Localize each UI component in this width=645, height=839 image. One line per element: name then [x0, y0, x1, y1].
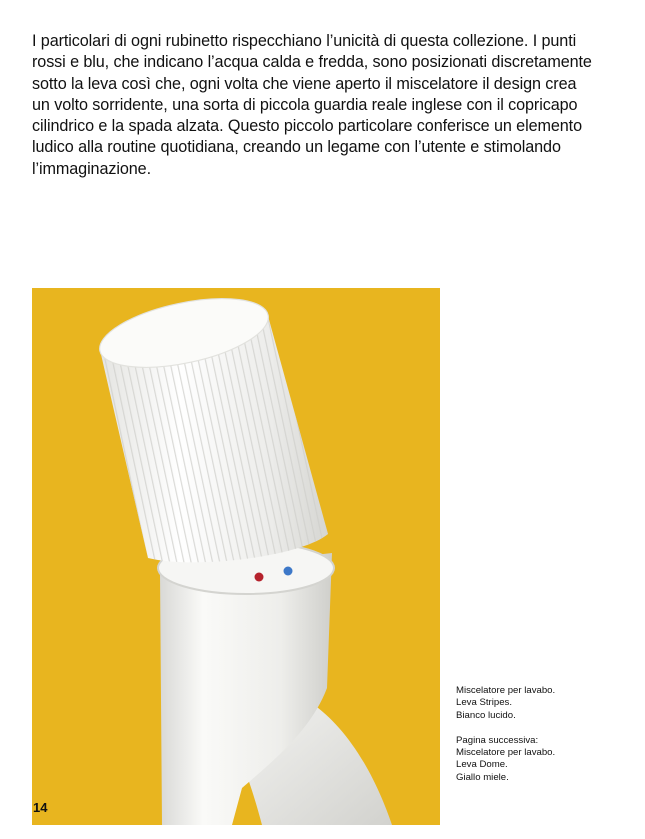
- caption-line: Leva Stripes.: [456, 697, 512, 709]
- caption-line: Miscelatore per lavabo.: [456, 747, 556, 759]
- page-number: 14: [33, 800, 48, 815]
- caption-line: Leva Dome.: [456, 759, 508, 771]
- faucet-photo: [32, 288, 440, 825]
- caption-line: Miscelatore per lavabo.: [456, 685, 556, 696]
- cold-indicator-dot: [284, 567, 293, 576]
- intro-paragraph: I particolari di ogni rubinetto rispecchiano l’unicità di questa collezione. I punti rossi e blu, che indicano l’acqua calda e fredda, sono posizionati discretamente sotto la leva così che, ogni volta che viene aperto il miscelatore il design crea un volto sorridente, una sorta di piccola guardia reale inglese con il copricapo cilindrico e la spada alzata. Questo piccolo particolare conferisce un elemento ludico alla routine quotidiana, creando un legame con l’utente e stimolando l’immaginazione.: [32, 32, 592, 178]
- caption-spacer: [456, 722, 626, 734]
- photo-caption: [456, 685, 626, 784]
- hot-indicator-dot: [255, 573, 264, 582]
- caption-line: Bianco lucido.: [456, 709, 516, 721]
- caption-line: Giallo miele.: [456, 771, 509, 783]
- caption-line: Pagina successiva:: [456, 734, 539, 746]
